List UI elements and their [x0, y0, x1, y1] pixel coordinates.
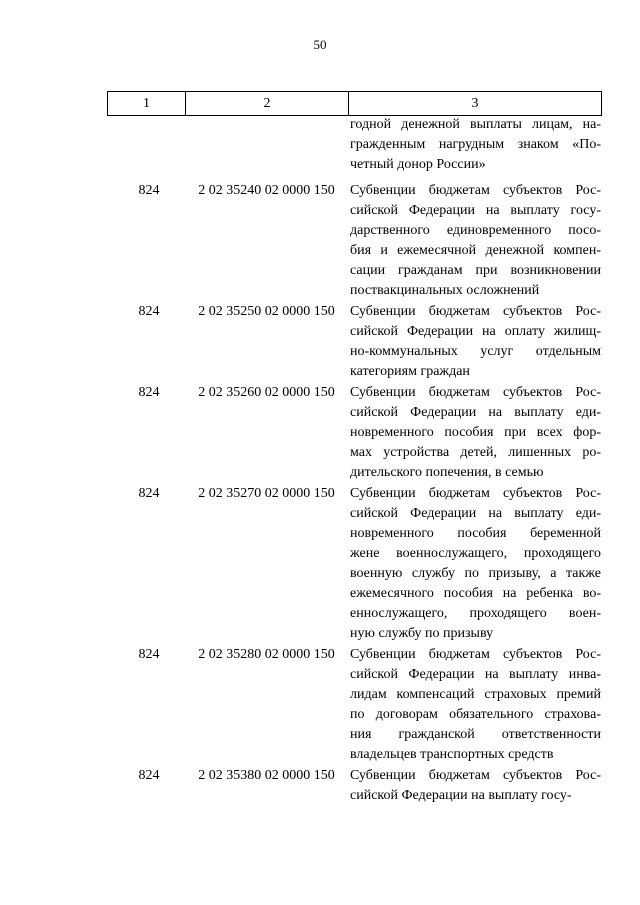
- description-line: лидам компенсаций страховых премий: [350, 687, 601, 702]
- admin-code: 824: [138, 304, 160, 319]
- description-line: по договорам обязательного страхова-: [350, 707, 601, 722]
- description-line: дарственного единовременного посо-: [350, 223, 601, 238]
- description-line: Субвенции бюджетам субъектов Рос-: [350, 385, 601, 400]
- table-row: [107, 645, 601, 765]
- budget-code: 2 02 35240 02 0000 150: [198, 183, 335, 198]
- description-line: Субвенции бюджетам субъектов Рос-: [350, 768, 601, 783]
- description: [348, 302, 601, 382]
- description-line: сийской Федерации на выплату госу-: [350, 788, 572, 803]
- description-line: Субвенции бюджетам субъектов Рос-: [350, 647, 601, 662]
- description-line: сийской Федерации на выплату еди-: [350, 506, 601, 521]
- admin-code: 824: [138, 385, 160, 400]
- description-line: новременного пособия беременной: [350, 526, 601, 541]
- budget-code: 2 02 35280 02 0000 150: [198, 647, 335, 662]
- description-line: новременного пособия при всех фор-: [350, 425, 601, 440]
- admin-code: 824: [138, 183, 160, 198]
- description-line: Субвенции бюджетам субъектов Рос-: [350, 183, 601, 198]
- description-line: категориям граждан: [350, 364, 470, 379]
- description-line: но-коммунальных услуг отдельным: [350, 344, 601, 359]
- description: [348, 484, 601, 644]
- description-line: бия и ежемесячной денежной компен-: [350, 243, 601, 258]
- description: [348, 181, 601, 301]
- description-line: сийской Федерации на выплату инва-: [350, 667, 601, 682]
- continuation-text: [348, 115, 601, 175]
- description-line: сийской Федерации на выплату еди-: [350, 405, 601, 420]
- description-line: дительского попечения, в семью: [350, 465, 544, 480]
- description-line: сации гражданам при возникновении: [350, 263, 601, 278]
- header-col-3: 3: [349, 92, 602, 116]
- table-body: [107, 115, 601, 806]
- description-line: военную службу по призыву, а также: [350, 566, 601, 581]
- description-line: сийской Федерации на выплату госу-: [350, 203, 601, 218]
- description-line: Субвенции бюджетам субъектов Рос-: [350, 486, 601, 501]
- header-col-2: 2: [186, 92, 349, 116]
- budget-code: 2 02 35260 02 0000 150: [198, 385, 335, 400]
- table-row: [107, 484, 601, 644]
- description-line: владельцев транспортных средств: [350, 747, 554, 762]
- page-number: 50: [313, 37, 327, 52]
- table-header: [107, 91, 602, 116]
- budget-code: 2 02 35380 02 0000 150: [198, 768, 335, 783]
- description-line: ния гражданской ответственности: [350, 727, 601, 742]
- admin-code: 824: [138, 647, 160, 662]
- description-line: ежемесячного пособия на ребенка во-: [350, 586, 601, 601]
- header-col-1: 1: [108, 92, 186, 116]
- description-line: Субвенции бюджетам субъектов Рос-: [350, 304, 601, 319]
- description-line: мах устройства детей, лишенных ро-: [350, 445, 601, 460]
- table-row: [107, 766, 601, 806]
- description-line: четный донор России»: [350, 157, 486, 172]
- budget-code: 2 02 35270 02 0000 150: [198, 486, 335, 501]
- description: [348, 383, 601, 483]
- description-line: сийской Федерации на оплату жилищ-: [350, 324, 601, 339]
- admin-code: 824: [138, 768, 160, 783]
- description-line: еннослужащего, проходящего воен-: [350, 606, 601, 621]
- table-row: [107, 383, 601, 483]
- admin-code: 824: [138, 486, 160, 501]
- description-line: гражденным нагрудным знаком «По-: [350, 137, 601, 152]
- budget-code: 2 02 35250 02 0000 150: [198, 304, 335, 319]
- table-row: [107, 181, 601, 301]
- description-line: годной денежной выплаты лицам, на-: [350, 117, 601, 132]
- description: [348, 645, 601, 765]
- description-line: жене военнослужащего, проходящего: [350, 546, 601, 561]
- description-line: поствакцинальных осложнений: [350, 283, 540, 298]
- continuation-row: [107, 115, 601, 175]
- description-line: ную службу по призыву: [350, 626, 494, 641]
- description: [348, 766, 601, 806]
- table-row: [107, 302, 601, 382]
